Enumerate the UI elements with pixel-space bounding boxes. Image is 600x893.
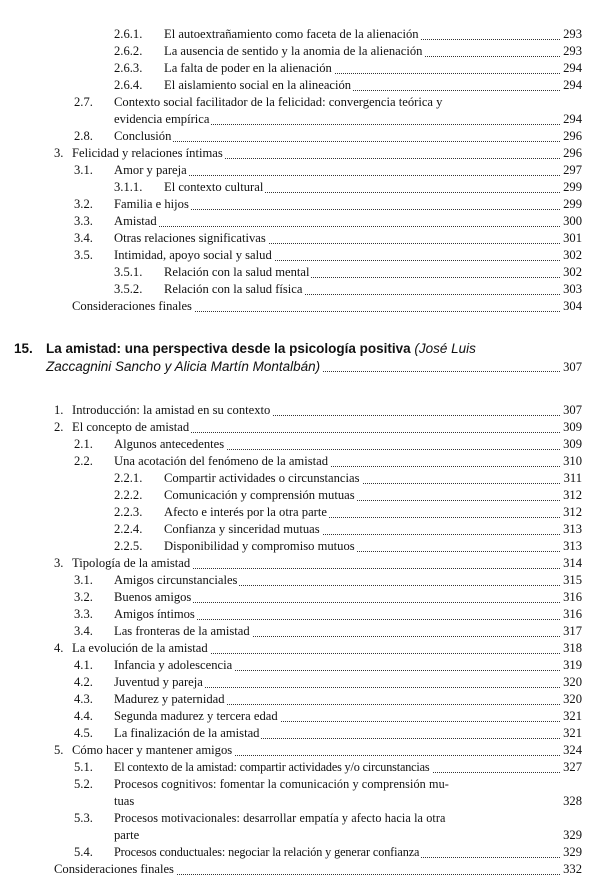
entry-number: 2.7. [74,95,93,109]
entry-number: 4. [54,641,64,655]
entry-title: Buenos amigos [114,590,192,604]
page-number: 299 [560,179,582,196]
entry-title: Felicidad y relaciones íntimas [72,146,223,160]
entry-number: 4.5. [74,726,93,740]
entry-number: 4.3. [74,692,93,706]
entry-number: 5. [54,743,64,757]
entry-number: 2.8. [74,129,93,143]
chapter-authors-start: (José Luis [414,341,476,356]
entry-number: 3.1. [74,163,93,177]
entry-number: 2.2. [74,454,93,468]
toc-entry[interactable] [0,60,600,77]
entry-title: El contexto de la amistad: compartir actividades y/o circunstancias [114,760,430,774]
chapter-title: La amistad: una perspectiva desde la psicología positiva [46,341,411,356]
page-number: 310 [560,453,582,470]
page-number: 309 [560,419,582,436]
entry-title: Procesos conductuales: negociar la relación y generar confianza [114,845,420,859]
page-number: 332 [560,861,582,878]
entry-title: Cómo hacer y mantener amigos [72,743,233,757]
page-number: 302 [560,264,582,281]
page-number: 294 [560,60,582,77]
entry-number: 3.5.2. [114,282,143,296]
toc-entry[interactable] [0,281,600,298]
page-number: 324 [560,742,582,759]
page-number: 320 [560,691,582,708]
chapter-heading-line2[interactable] [0,358,600,376]
page-number: 313 [560,521,582,538]
page-number: 321 [560,725,582,742]
entry-title: Segunda madurez y tercera edad [114,709,278,723]
toc-entry[interactable] [0,162,600,179]
entry-title: La falta de poder en la alienación [164,61,332,75]
entry-title: Juventud y pareja [114,675,203,689]
entry-number: 3.4. [74,231,93,245]
page-number: 293 [560,43,582,60]
toc-entry[interactable] [0,691,600,708]
page-number: 309 [560,436,582,453]
page-number: 304 [560,298,582,315]
entry-title: Afecto e interés por la otra parte [164,505,327,519]
page-number: 313 [560,538,582,555]
entry-title: El autoextrañamiento como faceta de la alienación [164,27,419,41]
dot-leader [114,141,560,142]
toc-entry[interactable] [0,572,600,589]
toc-entry[interactable] [0,179,600,196]
page-number: 329 [560,827,582,844]
toc-entry[interactable] [0,298,600,315]
toc-entry[interactable] [0,487,600,504]
toc-entry[interactable] [0,555,600,572]
toc-entry[interactable] [0,742,600,759]
toc-entry-continuation[interactable] [0,827,600,844]
entry-number: 4.1. [74,658,93,672]
toc-entry[interactable] [0,776,600,793]
entry-number: 4.2. [74,675,93,689]
entry-title: Amor y pareja [114,163,187,177]
entry-title: Amistad [114,214,157,228]
entry-number: 2.2.3. [114,505,143,519]
entry-number: 3.3. [74,607,93,621]
toc-entry[interactable] [0,453,600,470]
toc-entry[interactable] [0,247,600,264]
entry-title: Procesos cognitivos: fomentar la comunicación y comprensión mu- [114,777,449,791]
page-number: 327 [560,759,582,776]
page-number: 319 [560,657,582,674]
entry-number: 3.1. [74,573,93,587]
page-number: 296 [560,145,582,162]
entry-title: Relación con la salud mental [164,265,310,279]
toc-entry[interactable] [0,77,600,94]
page-number: 307 [560,402,582,419]
entry-number: 3.2. [74,590,93,604]
page-number: 302 [560,247,582,264]
page-number: 294 [560,77,582,94]
toc-entry[interactable] [0,759,600,776]
toc-entry[interactable] [0,674,600,691]
entry-title: Intimidad, apoyo social y salud [114,248,272,262]
entry-title: Otras relaciones significativas [114,231,266,245]
page-number: 316 [560,589,582,606]
page-number: 315 [560,572,582,589]
entry-number: 3.1.1. [114,180,143,194]
entry-title: Consideraciones finales [72,299,192,313]
toc-entry[interactable] [0,145,600,162]
entry-title: Conclusión [114,129,172,143]
toc-entry[interactable] [0,402,600,419]
entry-title-continued: evidencia empírica [114,112,210,126]
toc-entry[interactable] [0,196,600,213]
page-number: 299 [560,196,582,213]
entry-title: Consideraciones finales [54,862,174,876]
entry-title: Amigos circunstanciales [114,573,238,587]
toc-entry[interactable] [0,640,600,657]
entry-number: 2.2.2. [114,488,143,502]
entry-number: 3.4. [74,624,93,638]
entry-number: 3. [54,556,64,570]
entry-number: 2.2.5. [114,539,143,553]
toc-entry[interactable] [0,606,600,623]
toc-entry-continuation[interactable] [0,111,600,128]
toc-entry[interactable] [0,844,600,861]
entry-title: Algunos antecedentes [114,437,225,451]
entry-title: El aislamiento social en la alineación [164,78,352,92]
entry-title: Las fronteras de la amistad [114,624,250,638]
entry-title-continued: tuas [114,794,135,808]
toc-entry[interactable] [0,708,600,725]
toc-entry[interactable] [0,436,600,453]
entry-number: 3.3. [74,214,93,228]
toc-entry[interactable] [0,538,600,555]
toc-entry[interactable] [0,128,600,145]
entry-number: 2.2.1. [114,471,143,485]
entry-title: El concepto de amistad [72,420,190,434]
toc-entry[interactable] [0,213,600,230]
entry-number: 5.4. [74,845,93,859]
entry-number: 5.1. [74,760,93,774]
entry-number: 5.3. [74,811,93,825]
dot-leader [114,226,560,227]
page-number: 303 [560,281,582,298]
entry-number: 3.2. [74,197,93,211]
entry-title: Relación con la salud física [164,282,303,296]
entry-title: Disponibilidad y compromiso mutuos [164,539,355,553]
entry-title: Procesos motivacionales: desarrollar empatía y afecto hacia la otra [114,811,446,825]
toc-entry-continuation[interactable] [0,793,600,810]
entry-title: Comunicación y comprensión mutuas [164,488,355,502]
entry-number: 1. [54,403,64,417]
entry-number: 2.1. [74,437,93,451]
page-number: 297 [560,162,582,179]
chapter-page: 307 [560,358,582,376]
entry-title: Una acotación del fenómeno de la amistad [114,454,329,468]
toc-entry[interactable] [0,26,600,43]
toc-entry[interactable] [0,657,600,674]
page-number: 320 [560,674,582,691]
entry-title: La ausencia de sentido y la anomia de la alienación [164,44,423,58]
page-number: 312 [560,487,582,504]
chapter-authors: Zaccagnini Sancho y Alicia Martín Montalbán) [46,359,321,374]
entry-number: 3.5.1. [114,265,143,279]
entry-title: Familia e hijos [114,197,189,211]
page-number: 321 [560,708,582,725]
toc-entry[interactable] [0,810,600,827]
page-number: 317 [560,623,582,640]
page-number: 311 [561,470,582,487]
toc-entry[interactable] [0,43,600,60]
toc-entry[interactable] [0,419,600,436]
entry-title: La finalización de la amistad [114,726,260,740]
entry-number: 2.6.2. [114,44,143,58]
toc-entry[interactable] [0,589,600,606]
page-number: 328 [560,793,582,810]
entry-number: 2.2.4. [114,522,143,536]
page-number: 301 [560,230,582,247]
entry-number: 2.6.3. [114,61,143,75]
page-number: 312 [560,504,582,521]
page-number: 293 [560,26,582,43]
toc-entry[interactable] [0,861,600,878]
entry-number: 2.6.4. [114,78,143,92]
page-number: 329 [560,844,582,861]
toc-entry[interactable] [0,264,600,281]
entry-number: 5.2. [74,777,93,791]
page-number: 318 [560,640,582,657]
toc-entry[interactable] [0,521,600,538]
toc-entry[interactable] [0,725,600,742]
entry-title: Madurez y paternidad [114,692,225,706]
entry-title: Infancia y adolescencia [114,658,233,672]
page-number: 294 [560,111,582,128]
entry-title: La evolución de la amistad [72,641,208,655]
entry-number: 3.5. [74,248,93,262]
entry-title: Amigos íntimos [114,607,195,621]
page-number: 316 [560,606,582,623]
entry-title-continued: parte [114,828,140,842]
entry-number: 2. [54,420,64,434]
entry-number: 2.6.1. [114,27,143,41]
page-number: 300 [560,213,582,230]
page-number: 314 [560,555,582,572]
entry-number: 3. [54,146,64,160]
entry-number: 4.4. [74,709,93,723]
entry-title: El contexto cultural [164,180,264,194]
page-number: 296 [560,128,582,145]
chapter-number: 15. [14,341,33,356]
toc-entry[interactable] [0,230,600,247]
entry-title: Contexto social facilitador de la felicidad: convergencia teórica y [114,95,443,109]
entry-title: Introducción: la amistad en su contexto [72,403,271,417]
toc-entry[interactable] [0,623,600,640]
toc-entry[interactable] [0,504,600,521]
entry-title: Tipología de la amistad [72,556,191,570]
toc-entry[interactable] [0,94,600,111]
entry-title: Confianza y sinceridad mutuas [164,522,320,536]
toc-entry[interactable] [0,470,600,487]
entry-title: Compartir actividades o circunstancias [164,471,360,485]
